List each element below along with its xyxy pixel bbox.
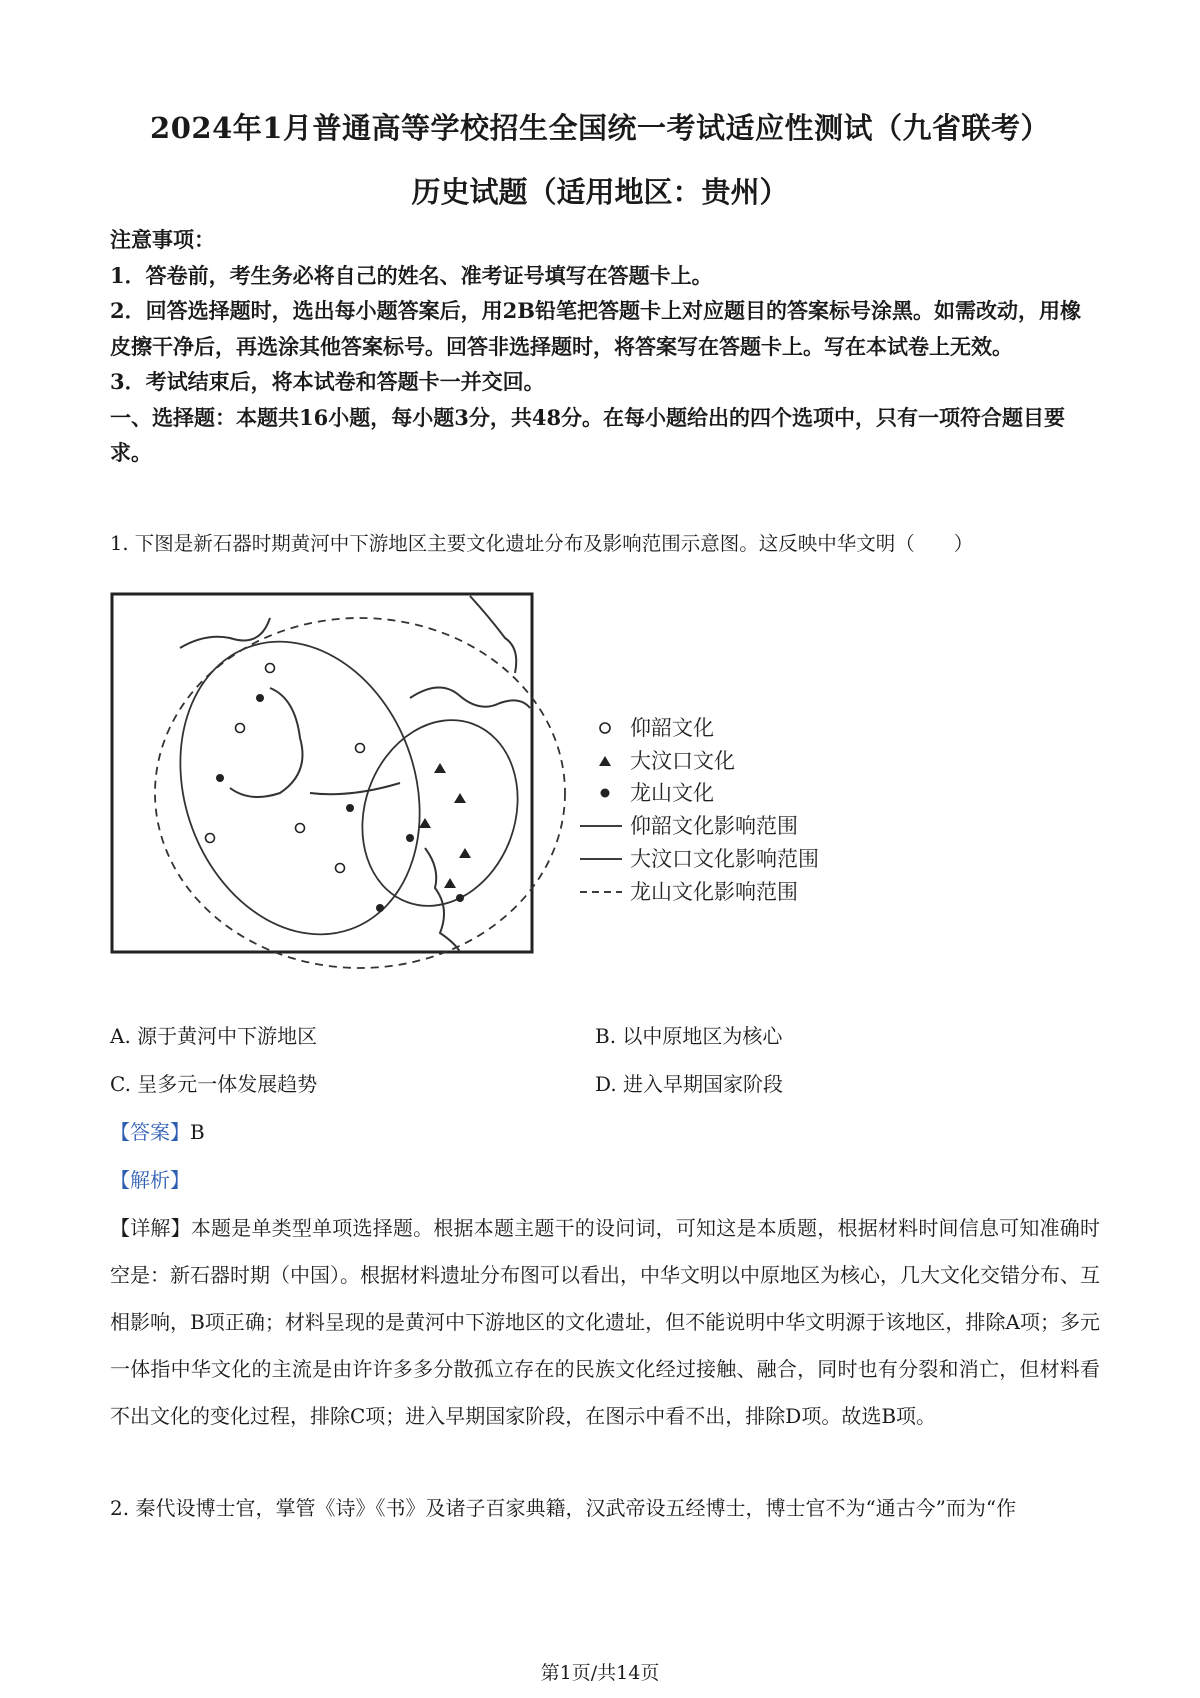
dawenkou-range xyxy=(337,698,543,928)
detail-paragraph xyxy=(110,1205,1100,1440)
map-frame xyxy=(112,594,532,952)
coastline xyxy=(180,618,530,708)
answer-line xyxy=(110,1116,205,1145)
yangshao-site xyxy=(236,724,245,733)
site-markers xyxy=(206,664,472,913)
legend-yangshao: 仰韶文化 xyxy=(630,717,714,740)
exam-title: 2024年1月普通高等学校招生全国统一考试适应性测试（九省联考） xyxy=(150,111,1050,145)
question-1-stem: 1. 下图是新石器时期黄河中下游地区主要文化遗址分布及影响范围示意图。这反映中华文明（ ） xyxy=(110,532,974,555)
longshan-site xyxy=(406,834,414,842)
option-b: B. 以中原地区为核心 xyxy=(595,1024,783,1048)
legend-longshan: 龙山文化 xyxy=(630,782,714,805)
legend-dawenkou: 大汶口文化 xyxy=(630,750,735,773)
yangshao-site xyxy=(206,834,215,843)
detail-text: 本题是单类型单项选择题。根据本题主题干的设问词，可知这是本质题，根据材料时间信息可知准确时空是：新石器时期（中国）。根据材料遗址分布图可以看出，中华文明以中原地区为核心，几大文化交错分布、互相影响，B项正确；材料呈现的是黄河中下游地区的文化遗址，但不能说明中华文明源于该地区，排除A项；多元一体指中华文化的主流是由许许多多分散孤立存在的民族文化经过接触、融合，同时也有分裂和消亡，但材料看不出文化的变化过程，排除C项；进入早期国家阶段，在图示中看不出，排除D项。故选B项。 xyxy=(110,1216,1101,1428)
question-2-stem: 2. 秦代设博士官，掌管《诗》《书》及诸子百家典籍，汉武帝设五经博士，博士官不为“通古今”而为“作 xyxy=(110,1496,1017,1520)
longshan-site xyxy=(456,894,464,902)
detail-label: 【详解】 xyxy=(110,1216,191,1240)
dawenkou-site xyxy=(454,793,466,803)
river xyxy=(230,688,400,797)
yangshao-range xyxy=(141,608,460,969)
legend-longshan-range: 龙山文化影响范围 xyxy=(630,881,798,904)
section-heading: 一、选择题：本题共16小题，每小题3分，共48分。在每小题给出的四个选项中，只有一项符合题目要求。 xyxy=(110,404,1066,465)
coastline xyxy=(425,596,516,952)
answer-label: 【答案】 xyxy=(110,1120,190,1144)
yangshao-site xyxy=(296,824,305,833)
dawenkou-site xyxy=(419,818,431,828)
dawenkou-site xyxy=(434,763,446,773)
dawenkou-site xyxy=(459,848,471,858)
yangshao-site xyxy=(266,664,275,673)
answer-value: B xyxy=(190,1120,205,1144)
yangshao-site xyxy=(356,744,365,753)
note-item: 1．答卷前，考生务必将自己的姓名、准考证号填写在答题卡上。 xyxy=(110,262,713,288)
notes-block xyxy=(110,222,1100,471)
dawenkou-site xyxy=(444,878,456,888)
note-item: 2．回答选择题时，选出每小题答案后，用2B铅笔把答题卡上对应题目的答案标号涂黑。如需改动，用橡皮擦干净后，再选涂其他答案标号。回答非选择题时，将答案写在答题卡上。写在本试卷上无效。 xyxy=(110,298,1081,359)
legend-yangshao-range: 仰韶文化影响范围 xyxy=(630,815,798,838)
page-footer: 第1页/共14页 xyxy=(540,1662,660,1684)
analysis-label: 【解析】 xyxy=(110,1168,190,1192)
longshan-site xyxy=(376,904,384,912)
longshan-site xyxy=(216,774,224,782)
neolithic-culture-map xyxy=(110,578,910,998)
note-item: 3．考试结束后，将本试卷和答题卡一并交回。 xyxy=(110,369,545,394)
legend-yangshao-icon xyxy=(600,723,610,733)
option-d: D. 进入早期国家阶段 xyxy=(595,1072,784,1096)
exam-subtitle: 历史试题（适用地区：贵州） xyxy=(411,175,789,209)
legend-dawenkou-icon xyxy=(599,756,611,766)
longshan-site xyxy=(346,804,354,812)
option-c: C. 呈多元一体发展趋势 xyxy=(110,1072,318,1096)
notes-heading: 注意事项： xyxy=(110,227,215,252)
legend-longshan-icon xyxy=(601,789,610,798)
map-legend xyxy=(580,717,819,904)
longshan-site xyxy=(256,694,264,702)
yangshao-site xyxy=(336,864,345,873)
legend-dawenkou-range: 大汶口文化影响范围 xyxy=(630,848,819,871)
option-a: A. 源于黄河中下游地区 xyxy=(110,1024,318,1048)
